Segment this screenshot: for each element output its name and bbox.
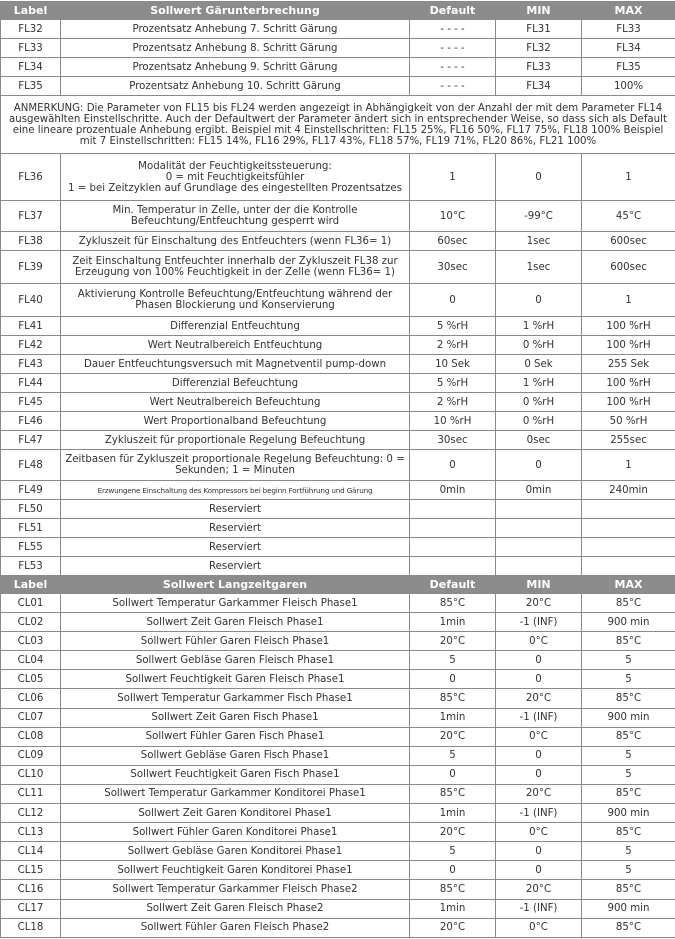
min-cell: -1 (INF) xyxy=(496,899,582,918)
default-cell: 5 %rH xyxy=(410,374,496,393)
table-row xyxy=(1,393,675,412)
label-cell: FL45 xyxy=(1,393,61,412)
label-cell: FL55 xyxy=(1,538,61,557)
default-cell: 0 xyxy=(410,284,496,317)
max-cell: FL34 xyxy=(582,39,675,58)
table-header-row xyxy=(1,576,675,594)
label-cell: CL06 xyxy=(1,689,61,708)
description-cell: Zykluszeit für proportionale Regelung Befeuchtung xyxy=(61,431,410,450)
default-cell: 20°C xyxy=(410,632,496,651)
default-cell: 85°C xyxy=(410,784,496,803)
description-cell: Sollwert Gebläse Garen Konditorei Phase1 xyxy=(61,842,410,861)
max-cell: 240min xyxy=(582,481,675,500)
default-cell: - - - - xyxy=(410,77,496,96)
min-cell: FL31 xyxy=(496,20,582,39)
default-cell xyxy=(410,500,496,519)
label-cell: CL01 xyxy=(1,594,61,613)
description-cell: Zykluszeit für Einschaltung des Entfeuchters (wenn FL36= 1) xyxy=(61,232,410,251)
min-cell: 20°C xyxy=(496,594,582,613)
default-cell: - - - - xyxy=(410,58,496,77)
label-cell: CL12 xyxy=(1,804,61,823)
table-row xyxy=(1,670,675,689)
description-cell: Wert Neutralbereich Entfeuchtung xyxy=(61,336,410,355)
table-row xyxy=(1,823,675,842)
header-default: Default xyxy=(410,2,496,20)
label-cell: FL33 xyxy=(1,39,61,58)
max-cell: 1 xyxy=(582,450,675,481)
description-cell: Sollwert Fühler Garen Fleisch Phase1 xyxy=(61,632,410,651)
max-cell: 1 xyxy=(582,284,675,317)
max-cell: 255 Sek xyxy=(582,355,675,374)
max-cell: 85°C xyxy=(582,880,675,899)
label-cell: FL44 xyxy=(1,374,61,393)
description-cell: Min. Temperatur in Zelle, unter der die Kontrolle Befeuchtung/Entfeuchtung gesperrt wird xyxy=(61,201,410,232)
table-row xyxy=(1,58,675,77)
min-cell: FL34 xyxy=(496,77,582,96)
label-cell: CL08 xyxy=(1,727,61,746)
default-cell: 10 %rH xyxy=(410,412,496,431)
label-cell: FL38 xyxy=(1,232,61,251)
description-cell: Zeitbasen für Zykluszeit proportionale Regelung Befeuchtung: 0 = Sekunden; 1 = Minuten xyxy=(61,450,410,481)
max-cell: 5 xyxy=(582,746,675,765)
default-cell: - - - - xyxy=(410,20,496,39)
default-cell: 5 %rH xyxy=(410,317,496,336)
max-cell: 900 min xyxy=(582,708,675,727)
min-cell: -1 (INF) xyxy=(496,708,582,727)
table-row xyxy=(1,861,675,880)
max-cell: 85°C xyxy=(582,594,675,613)
min-cell: 0°C xyxy=(496,727,582,746)
table-row xyxy=(1,765,675,784)
max-cell: 100 %rH xyxy=(582,393,675,412)
table-header-row xyxy=(1,2,675,20)
min-cell: 20°C xyxy=(496,784,582,803)
max-cell: 5 xyxy=(582,842,675,861)
default-cell: 1min xyxy=(410,708,496,727)
description-cell: Reserviert xyxy=(61,538,410,557)
max-cell: 600sec xyxy=(582,232,675,251)
min-cell: 0 xyxy=(496,670,582,689)
min-cell: 0 %rH xyxy=(496,336,582,355)
max-cell: 100 %rH xyxy=(582,374,675,393)
table-row xyxy=(1,232,675,251)
max-cell: 900 min xyxy=(582,804,675,823)
max-cell: 5 xyxy=(582,765,675,784)
min-cell: 0 xyxy=(496,746,582,765)
label-cell: CL15 xyxy=(1,861,61,880)
min-cell: 0sec xyxy=(496,431,582,450)
label-cell: FL36 xyxy=(1,154,61,201)
default-cell: 85°C xyxy=(410,880,496,899)
default-cell: 30sec xyxy=(410,251,496,284)
min-cell: 1sec xyxy=(496,251,582,284)
min-cell: 0 Sek xyxy=(496,355,582,374)
label-cell: FL37 xyxy=(1,201,61,232)
default-cell: 0 xyxy=(410,670,496,689)
min-cell: 0°C xyxy=(496,918,582,937)
label-cell: CL16 xyxy=(1,880,61,899)
label-cell: CL14 xyxy=(1,842,61,861)
max-cell: 100 %rH xyxy=(582,317,675,336)
description-cell: Sollwert Zeit Garen Fleisch Phase1 xyxy=(61,613,410,632)
table-row xyxy=(1,201,675,232)
min-cell: 0 xyxy=(496,651,582,670)
max-cell: 1 xyxy=(582,154,675,201)
max-cell: 85°C xyxy=(582,689,675,708)
table-row xyxy=(1,746,675,765)
description-cell: Sollwert Temperatur Garkammer Konditorei Phase1 xyxy=(61,784,410,803)
min-cell: 0°C xyxy=(496,632,582,651)
max-cell: 85°C xyxy=(582,727,675,746)
description-cell: Sollwert Feuchtigkeit Garen Fisch Phase1 xyxy=(61,765,410,784)
table-row xyxy=(1,918,675,937)
min-cell: FL32 xyxy=(496,39,582,58)
default-cell: 0 xyxy=(410,765,496,784)
label-cell: FL39 xyxy=(1,251,61,284)
header-description: Sollwert Langzeitgaren xyxy=(61,576,410,594)
max-cell: 85°C xyxy=(582,918,675,937)
max-cell: 85°C xyxy=(582,823,675,842)
label-cell: FL42 xyxy=(1,336,61,355)
table-row xyxy=(1,317,675,336)
max-cell xyxy=(582,500,675,519)
min-cell: 0 %rH xyxy=(496,412,582,431)
table-row xyxy=(1,336,675,355)
default-cell: 5 xyxy=(410,746,496,765)
table-row xyxy=(1,431,675,450)
min-cell xyxy=(496,538,582,557)
label-cell: CL05 xyxy=(1,670,61,689)
table-row xyxy=(1,481,675,500)
max-cell: 50 %rH xyxy=(582,412,675,431)
max-cell: 5 xyxy=(582,861,675,880)
description-cell: Sollwert Feuchtigkeit Garen Konditorei Phase1 xyxy=(61,861,410,880)
description-cell: Prozentsatz Anhebung 10. Schritt Gärung xyxy=(61,77,410,96)
default-cell: 60sec xyxy=(410,232,496,251)
description-cell: Sollwert Fühler Garen Konditorei Phase1 xyxy=(61,823,410,842)
min-cell xyxy=(496,519,582,538)
label-cell: FL46 xyxy=(1,412,61,431)
description-cell: Wert Proportionalband Befeuchtung xyxy=(61,412,410,431)
description-cell: Sollwert Temperatur Garkammer Fleisch Phase1 xyxy=(61,594,410,613)
default-cell: 5 xyxy=(410,651,496,670)
label-cell: FL48 xyxy=(1,450,61,481)
description-cell: Sollwert Zeit Garen Fisch Phase1 xyxy=(61,708,410,727)
description-cell: Reserviert xyxy=(61,557,410,576)
table-row xyxy=(1,880,675,899)
default-cell: 1 xyxy=(410,154,496,201)
max-cell: 900 min xyxy=(582,613,675,632)
table-row xyxy=(1,842,675,861)
default-cell: 10 Sek xyxy=(410,355,496,374)
description-cell: Differenzial Entfeuchtung xyxy=(61,317,410,336)
min-cell: FL33 xyxy=(496,58,582,77)
table-row xyxy=(1,899,675,918)
table-row xyxy=(1,39,675,58)
default-cell: 20°C xyxy=(410,918,496,937)
label-cell: FL32 xyxy=(1,20,61,39)
description-cell: Sollwert Fühler Garen Fisch Phase1 xyxy=(61,727,410,746)
header-max: MAX xyxy=(582,576,675,594)
max-cell: 600sec xyxy=(582,251,675,284)
table-row xyxy=(1,727,675,746)
label-cell: FL35 xyxy=(1,77,61,96)
header-min: MIN xyxy=(496,2,582,20)
max-cell xyxy=(582,557,675,576)
label-cell: FL34 xyxy=(1,58,61,77)
header-max: MAX xyxy=(582,2,675,20)
table-row xyxy=(1,708,675,727)
default-cell: 5 xyxy=(410,842,496,861)
description-cell: Sollwert Fühler Garen Fleisch Phase2 xyxy=(61,918,410,937)
description-cell: Reserviert xyxy=(61,519,410,538)
table-row xyxy=(1,500,675,519)
label-cell: FL51 xyxy=(1,519,61,538)
max-cell: 100% xyxy=(582,77,675,96)
description-cell: Sollwert Zeit Garen Fleisch Phase2 xyxy=(61,899,410,918)
label-cell: CL03 xyxy=(1,632,61,651)
header-description: Sollwert Gärunterbrechung xyxy=(61,2,410,20)
min-cell xyxy=(496,500,582,519)
min-cell: 0 %rH xyxy=(496,393,582,412)
description-cell: Wert Neutralbereich Befeuchtung xyxy=(61,393,410,412)
description-cell: Modalität der Feuchtigkeitssteuerung: 0 = mit Feuchtigkeitsfühler 1 = bei Zeitzyklen auf Grundlage des eingestellten Prozentsatzes xyxy=(61,154,410,201)
default-cell: 2 %rH xyxy=(410,393,496,412)
max-cell: 100 %rH xyxy=(582,336,675,355)
min-cell xyxy=(496,557,582,576)
default-cell: 1min xyxy=(410,613,496,632)
table-row xyxy=(1,519,675,538)
table-row xyxy=(1,284,675,317)
max-cell: FL35 xyxy=(582,58,675,77)
default-cell xyxy=(410,519,496,538)
max-cell: 85°C xyxy=(582,784,675,803)
min-cell: 20°C xyxy=(496,689,582,708)
parameter-table-body xyxy=(1,2,675,938)
min-cell: 0 xyxy=(496,154,582,201)
table-row xyxy=(1,77,675,96)
table-row xyxy=(1,374,675,393)
table-row xyxy=(1,154,675,201)
min-cell: -1 (INF) xyxy=(496,804,582,823)
table-row xyxy=(1,594,675,613)
min-cell: 1 %rH xyxy=(496,374,582,393)
label-cell: CL10 xyxy=(1,765,61,784)
default-cell: 10°C xyxy=(410,201,496,232)
min-cell: 20°C xyxy=(496,880,582,899)
min-cell: 0 xyxy=(496,450,582,481)
default-cell: 20°C xyxy=(410,727,496,746)
max-cell: 5 xyxy=(582,651,675,670)
label-cell: FL41 xyxy=(1,317,61,336)
table-row xyxy=(1,20,675,39)
table-row xyxy=(1,355,675,374)
label-cell: CL17 xyxy=(1,899,61,918)
max-cell: 45°C xyxy=(582,201,675,232)
max-cell: 85°C xyxy=(582,632,675,651)
description-cell: Zeit Einschaltung Entfeuchter innerhalb der Zykluszeit FL38 zur Erzeugung von 100% Feuchtigkeit in der Zelle (wenn FL36= 1) xyxy=(61,251,410,284)
description-cell: Reserviert xyxy=(61,500,410,519)
note-row xyxy=(1,96,675,154)
max-cell xyxy=(582,538,675,557)
description-cell: Dauer Entfeuchtungsversuch mit Magnetventil pump-down xyxy=(61,355,410,374)
max-cell: FL33 xyxy=(582,20,675,39)
min-cell: 0 xyxy=(496,284,582,317)
header-label: Label xyxy=(1,2,61,20)
min-cell: 0min xyxy=(496,481,582,500)
description-cell: Differenzial Befeuchtung xyxy=(61,374,410,393)
default-cell xyxy=(410,538,496,557)
max-cell: 255sec xyxy=(582,431,675,450)
default-cell: 85°C xyxy=(410,594,496,613)
label-cell: FL47 xyxy=(1,431,61,450)
min-cell: 0 xyxy=(496,765,582,784)
max-cell: 900 min xyxy=(582,899,675,918)
label-cell: FL43 xyxy=(1,355,61,374)
table-row xyxy=(1,450,675,481)
table-row xyxy=(1,689,675,708)
min-cell: 0 xyxy=(496,842,582,861)
parameter-table xyxy=(0,1,675,938)
description-cell: Sollwert Temperatur Garkammer Fisch Phase1 xyxy=(61,689,410,708)
min-cell: 0 xyxy=(496,861,582,880)
label-cell: FL40 xyxy=(1,284,61,317)
label-cell: CL04 xyxy=(1,651,61,670)
min-cell: 1 %rH xyxy=(496,317,582,336)
header-min: MIN xyxy=(496,576,582,594)
description-cell: Prozentsatz Anhebung 7. Schritt Gärung xyxy=(61,20,410,39)
description-cell: Sollwert Zeit Garen Konditorei Phase1 xyxy=(61,804,410,823)
description-cell: Prozentsatz Anhebung 9. Schritt Gärung xyxy=(61,58,410,77)
table-row xyxy=(1,251,675,284)
description-cell: Sollwert Gebläse Garen Fisch Phase1 xyxy=(61,746,410,765)
default-cell: 30sec xyxy=(410,431,496,450)
default-cell: 0min xyxy=(410,481,496,500)
table-row xyxy=(1,651,675,670)
label-cell: CL11 xyxy=(1,784,61,803)
default-cell xyxy=(410,557,496,576)
min-cell: 1sec xyxy=(496,232,582,251)
header-default: Default xyxy=(410,576,496,594)
default-cell: 1min xyxy=(410,899,496,918)
note-text: ANMERKUNG: Die Parameter von FL15 bis FL24 werden angezeigt in Abhängigkeit von der Anzahl der mit dem Parameter FL14 ausgewählten Einstellschritte. Auch der Defaultwert der Parameter ändert sich in entsprechender Weise, so dass sich als Default eine lineare prozentuale Anhebung ergibt. Beispiel mit 4 Einstellschritten: FL15 25%, FL16 50%, FL17 75%, FL18 100% Beispiel mit 7 Einstellschritten: FL15 14%, FL16 29%, FL17 43%, FL18 57%, FL19 71%, FL20 86%, FL21 100% xyxy=(1,96,675,154)
description-cell: Aktivierung Kontrolle Befeuchtung/Entfeuchtung während der Phasen Blockierung und Konservierung xyxy=(61,284,410,317)
default-cell: 85°C xyxy=(410,689,496,708)
label-cell: FL49 xyxy=(1,481,61,500)
default-cell: 1min xyxy=(410,804,496,823)
min-cell: -99°C xyxy=(496,201,582,232)
table-row xyxy=(1,412,675,431)
label-cell: CL07 xyxy=(1,708,61,727)
default-cell: 0 xyxy=(410,450,496,481)
description-cell: Erzwungene Einschaltung des Kompressors bei beginn Fortführung und Gärung xyxy=(61,481,410,500)
label-cell: FL50 xyxy=(1,500,61,519)
table-row xyxy=(1,538,675,557)
default-cell: - - - - xyxy=(410,39,496,58)
default-cell: 20°C xyxy=(410,823,496,842)
description-cell: Prozentsatz Anhebung 8. Schritt Gärung xyxy=(61,39,410,58)
max-cell xyxy=(582,519,675,538)
label-cell: FL53 xyxy=(1,557,61,576)
max-cell: 5 xyxy=(582,670,675,689)
description-cell: Sollwert Temperatur Garkammer Fleisch Phase2 xyxy=(61,880,410,899)
label-cell: CL13 xyxy=(1,823,61,842)
table-row xyxy=(1,784,675,803)
table-row xyxy=(1,613,675,632)
table-row xyxy=(1,632,675,651)
label-cell: CL02 xyxy=(1,613,61,632)
table-row xyxy=(1,557,675,576)
description-cell: Sollwert Feuchtigkeit Garen Fleisch Phase1 xyxy=(61,670,410,689)
parameter-document xyxy=(0,1,675,938)
description-cell: Sollwert Gebläse Garen Fleisch Phase1 xyxy=(61,651,410,670)
min-cell: 0°C xyxy=(496,823,582,842)
header-label: Label xyxy=(1,576,61,594)
label-cell: CL18 xyxy=(1,918,61,937)
default-cell: 0 xyxy=(410,861,496,880)
min-cell: -1 (INF) xyxy=(496,613,582,632)
table-row xyxy=(1,804,675,823)
label-cell: CL09 xyxy=(1,746,61,765)
default-cell: 2 %rH xyxy=(410,336,496,355)
